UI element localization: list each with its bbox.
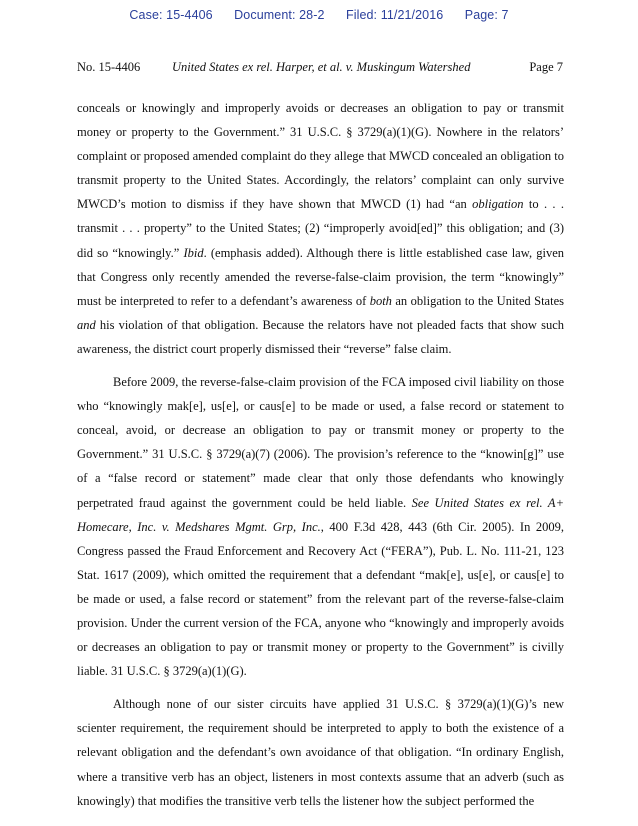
italic-text: obligation xyxy=(472,197,524,212)
italic-text: Ibid xyxy=(183,245,204,260)
ecf-filing-stamp xyxy=(0,8,638,22)
paragraph-text: to . . . transmit . . . property” to the United States; (2) “improperly avoid[ed]” this obligation; and (3) did so “knowingly.” xyxy=(77,197,565,260)
stamp-case: Case: 15-4406 xyxy=(129,8,213,22)
case-number: No. 15-4406 xyxy=(77,60,141,74)
paragraph-text: Before 2009, the reverse-false-claim provision of the FCA imposed civil liability on those who “knowingly mak[e], us[e], or caus[e] to be made or used, a false record or statement to conceal, avoid, or decrease an obligation to pay or transmit money or property to the Government.” 31 U.S.C. § 3729(a)(7) (2006). The provision’s reference to the “knowin[g]” use of a “false record or statement” made clear that only those defendants who knowingly perpetrated fraud against the government could be held liable. xyxy=(77,375,564,510)
italic-text: both xyxy=(369,293,392,308)
case-caption: United States ex rel. Harper, et al. v. Muskingum Watershed xyxy=(172,60,471,74)
paragraph xyxy=(77,96,564,361)
page-number: Page 7 xyxy=(529,60,563,74)
opinion-body xyxy=(77,96,564,822)
paragraph-text: , 400 F.3d 428, 443 (6th Cir. 2005). In 2009, Congress passed the Fraud Enforcement and Recovery Act (“FERA”), Pub. L. No. 111-21, 123 Stat. 1617 (2009), which omitted the requirement that a defendant “mak[e], us[e], or caus[e] to be made or used, a false record or statement” from the relevant part of the reverse-false-claim provision. Under the current version of the FCA, anyone who “knowingly and improperly avoids or decreases an obligation to pay or transmit money or property to the Government” is civilly liable. 31 U.S.C. § 3729(a)(1)(G). xyxy=(77,519,564,679)
paragraph xyxy=(77,370,564,683)
paragraph-text: Although none of our sister circuits have applied 31 U.S.C. § 3729(a)(1)(G)’s new scienter requirement, the requirement should be interpreted to apply to both the existence of a relevant obligation and the defendant’s own avoidance of that obligation. “In ordinary English, where a transitive verb has an object, listeners in most contexts assume that an adverb (such as knowingly) that modifies the transitive verb tells the listener how the subject performed the xyxy=(77,697,564,808)
paragraph xyxy=(77,692,564,812)
paragraph-text: conceals or knowingly and improperly avoids or decreases an obligation to pay or transmit money or property to the Government.” 31 U.S.C. § 3729(a)(1)(G). Nowhere in the relators’ complaint or proposed amended complaint do they allege that MWCD concealed an obligation to transmit property to the United States. Accordingly, the relators’ complaint can only survive MWCD’s motion to dismiss if they have shown that MWCD (1) had “an xyxy=(77,101,565,212)
stamp-document: Document: 28-2 xyxy=(234,8,325,22)
stamp-filed: Filed: 11/21/2016 xyxy=(345,8,444,22)
stamp-page: Page: 7 xyxy=(464,8,509,22)
italic-text: and xyxy=(77,317,96,332)
italic-text: See United States ex rel. A+ Homecare, Inc. v. Medshares Mgmt. Grp, Inc. xyxy=(77,495,565,534)
paragraph-text: his violation of that obligation. Because the relators have not pleaded facts that show such awareness, the district court properly dismissed their “reverse” false claim. xyxy=(77,317,564,356)
paragraph-text: an obligation to the United States xyxy=(391,293,564,308)
paragraph-text: . (emphasis added). Although there is little established case law, given that Congress only recently amended the reverse-false-claim provision, the term “knowingly” must be interpreted to refer to a defendant’s awareness of xyxy=(77,245,564,308)
